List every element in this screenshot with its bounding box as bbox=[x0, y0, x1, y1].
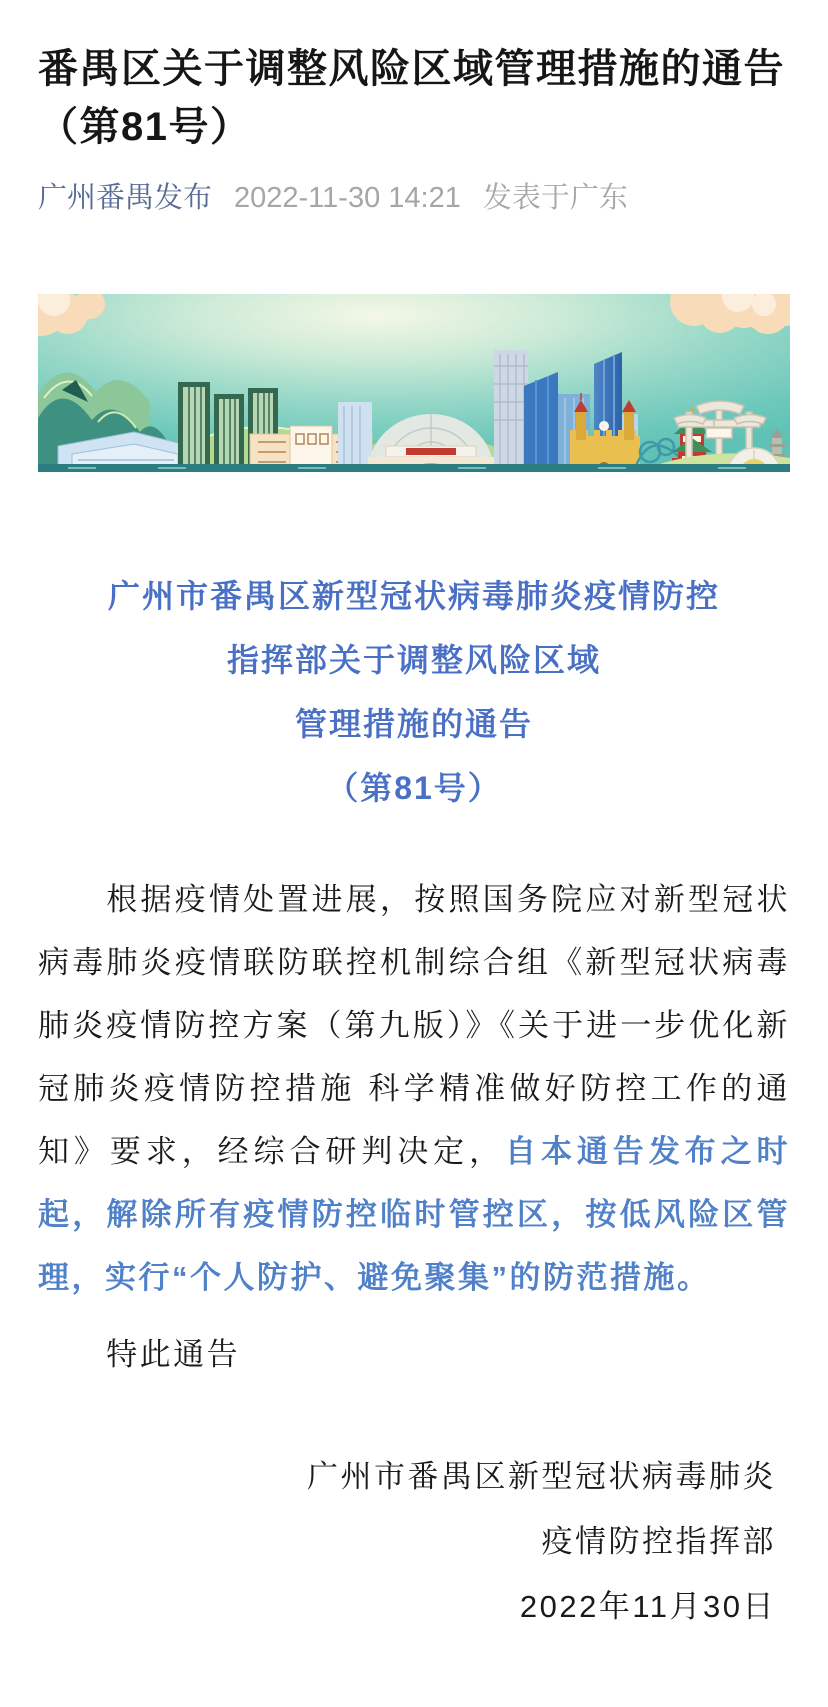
notice-heading-line-3: 管理措施的通告 bbox=[294, 706, 533, 742]
signature-line-1: 广州市番禺区新型冠状病毒肺炎 bbox=[307, 1459, 776, 1494]
closing-line: 特此通告 bbox=[106, 1337, 241, 1372]
notice-heading-line-2: 指挥部关于调整风险区域 bbox=[226, 642, 601, 678]
publish-location: 发表于广东 bbox=[482, 182, 628, 214]
byline bbox=[38, 182, 790, 214]
account-name-link[interactable]: 广州番禺发布 bbox=[38, 182, 213, 214]
cityscape-graphic bbox=[38, 294, 790, 472]
notice-heading bbox=[38, 564, 790, 820]
notice-heading-line-1: 广州市番禺区新型冠状病毒肺炎疫情防控 bbox=[107, 578, 720, 614]
body-paragraph-normal: 根据疫情处置进展，按照国务院应对新型冠状病毒肺炎疫情联防联控机制综合组《新型冠状病毒肺炎疫情防控方案（第九版）》《关于进一步优化新冠肺炎疫情防控措施 科学精准做好防控工作的通知》要求，经综合研判决定， bbox=[38, 882, 790, 1169]
notice-heading-line-4: （第81号） bbox=[326, 770, 502, 806]
publish-time: 2022-11-30 14:21 bbox=[234, 182, 461, 214]
body-paragraph-highlight: 自本通告发布之时起，解除所有疫情防控临时管控区，按低风险区管理，实行“个人防护、避免聚集”的防范措施。 bbox=[38, 1134, 791, 1295]
signature-block bbox=[38, 1444, 790, 1639]
signature-date: 2022年11月30日 bbox=[519, 1589, 776, 1624]
signature-line-2: 疫情防控指挥部 bbox=[541, 1524, 776, 1559]
notice-body bbox=[38, 868, 790, 1386]
body-paragraph bbox=[38, 868, 790, 1309]
banner-illustration[interactable] bbox=[38, 294, 790, 472]
article-title: 番禺区关于调整风险区域管理措施的通告（第81号） bbox=[38, 47, 785, 149]
